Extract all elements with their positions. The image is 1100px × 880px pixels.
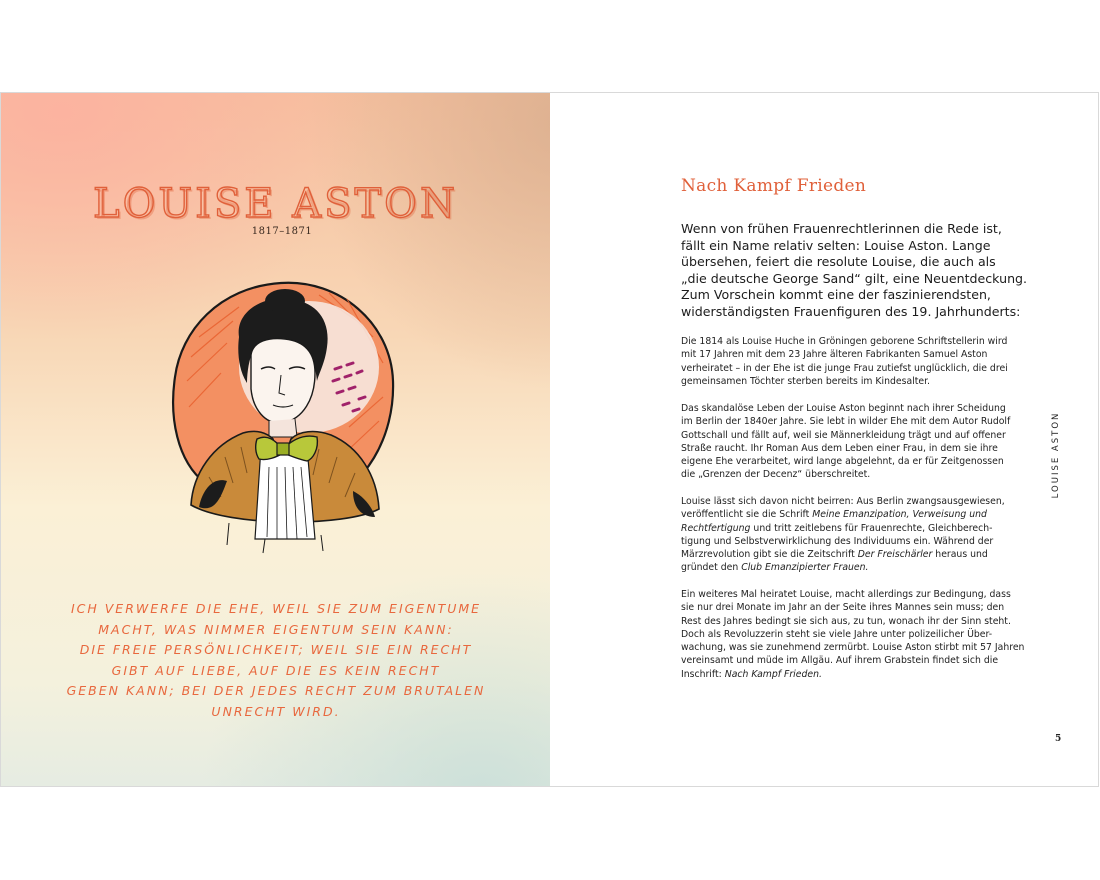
magazine-title: Der Freischärler [857, 549, 933, 561]
quote-line: ICH VERWERFE DIE EHE, WEIL SIE ZUM EIGENTUME [70, 601, 482, 616]
body-line [681, 508, 1021, 521]
body-paragraph-4 [681, 588, 1025, 681]
body-line: Doch als Revoluzzerin steht sie viele Jahre unter polizeilicher Über- [681, 628, 993, 640]
body-line [681, 522, 1021, 535]
body-text: gründet den [681, 562, 742, 574]
body-text: und tritt zeitlebens für Frauenrechte, Gleichberech- [750, 522, 993, 534]
body-line: Ein weiteres Mal heiratet Louise, macht allerdings zur Bedingung, dass [681, 589, 1011, 600]
body-line: eigene Ehe verarbeitet, wird lange abgelehnt, da er für Zeitgenossen [681, 456, 1004, 468]
book-title: Rechtfertigung [681, 522, 751, 534]
body-line [681, 548, 1021, 561]
lead-line: widerständigsten Frauenfiguren des 19. Jahrhunderts: [681, 303, 1021, 319]
body-line [681, 668, 1021, 681]
body-paragraph-3 [681, 495, 1021, 575]
quote-line: MACHT, WAS NIMMER EIGENTUM SEIN KANN: [98, 621, 454, 637]
club-name: Club Emanzipierter Frauen. [741, 562, 869, 574]
left-page [1, 93, 550, 786]
body-line: wachung, was sie zunehmend zermürbt. Louise Aston stirbt mit 57 Jahren [681, 642, 1025, 654]
body-line: verheiratet – in der Ehe ist die junge Frau zutiefst unglücklich, die drei [681, 362, 1008, 374]
lead-line: Wenn von frühen Frauenrechtlerinnen die Rede ist, [681, 221, 1002, 236]
body-line: Louise lässt sich davon nicht beirren: Aus Berlin zwangsausgewiesen, [681, 496, 1005, 507]
lead-line: fällt ein Name relativ selten: Louise Aston. Lange [681, 237, 991, 253]
lead-line: übersehen, feiert die resolute Louise, die auch als [681, 254, 996, 270]
side-label-text: LOUISE ASTON [1051, 411, 1061, 499]
quote-line: DIE FREIE PERSÖNLICHKEIT; WEIL SIE EIN RECHT [79, 642, 473, 658]
body-line: im Berlin der 1840er Jahre. Sie lebt in wilder Ehe mit dem Autor Rudolf [681, 416, 1011, 428]
portrait-drawing [169, 277, 399, 557]
body-line: Rest des Jahres bedingt sie sich aus, zu tun, wonach ihr der Sinn steht. [681, 615, 1011, 627]
page-number: 5 [1055, 734, 1062, 744]
body-paragraph-1 [681, 335, 1021, 388]
body-line: Das skandalöse Leben der Louise Aston beginnt nach ihrer Scheidung [681, 403, 1006, 414]
lead-line: Zum Vorschein kommt eine der faszinierendsten, [681, 287, 991, 303]
right-page [550, 93, 1098, 786]
body-paragraph-2 [681, 402, 1021, 482]
body-text: heraus und [932, 549, 988, 561]
body-line: Straße raucht. Ihr Roman Aus dem Leben einer Frau, in dem sie ihre [681, 442, 998, 454]
page-title: LOUISE ASTON [93, 181, 458, 227]
body-text: Märzrevolution gibt sie die Zeitschrift [681, 549, 858, 561]
body-line: mit 17 Jahren mit dem 23 Jahre älteren Fabrikanten Samuel Aston [681, 349, 988, 361]
body-line: Die 1814 als Louise Huche in Gröningen geborene Schriftstellerin wird [681, 336, 1008, 347]
running-header [1050, 406, 1062, 506]
book-title: Meine Emanzipation, Verweisung und [812, 509, 987, 521]
body-line: gemeinsamen Töchter sterben bereits im Kindesalter. [681, 375, 931, 387]
lead-paragraph [681, 221, 1028, 321]
quote-line: UNRECHT WIRD. [211, 703, 341, 719]
body-text: Inschrift: [681, 668, 725, 680]
lead-line: „die deutsche George Sand“ gilt, eine Neuentdeckung. [681, 270, 1028, 286]
body-line: Gottschall und fällt auf, weil sie Männerkleidung trägt und auf offener [681, 429, 1006, 441]
quote-line: GEBEN KANN; BEI DER JEDES RECHT ZUM BRUTALEN [66, 683, 486, 699]
body-line: die „Grenzen der Decenz“ überschreitet. [681, 469, 871, 481]
body-line [681, 561, 1021, 574]
portrait-illustration [169, 277, 399, 557]
quote-line: GIBT AUF LIEBE, AUF DIE ES KEIN RECHT [111, 662, 441, 678]
book-spread [0, 92, 1099, 787]
inscription: Nach Kampf Frieden. [724, 668, 822, 680]
body-line: sie nur drei Monate im Jahr an der Seite ihres Mannes sein muss; den [681, 602, 1005, 614]
article-headline: Nach Kampf Frieden [681, 176, 867, 196]
quote-block [61, 599, 491, 723]
life-years: 1817–1871 [251, 226, 313, 237]
body-text: veröffentlicht sie die Schrift [681, 509, 813, 521]
body-line: vereinsamt und müde im Allgäu. Auf ihrem Grabstein findet sich die [681, 655, 999, 667]
body-line: tigung und Selbstverwirklichung des Individuums ein. Während der [681, 535, 994, 547]
